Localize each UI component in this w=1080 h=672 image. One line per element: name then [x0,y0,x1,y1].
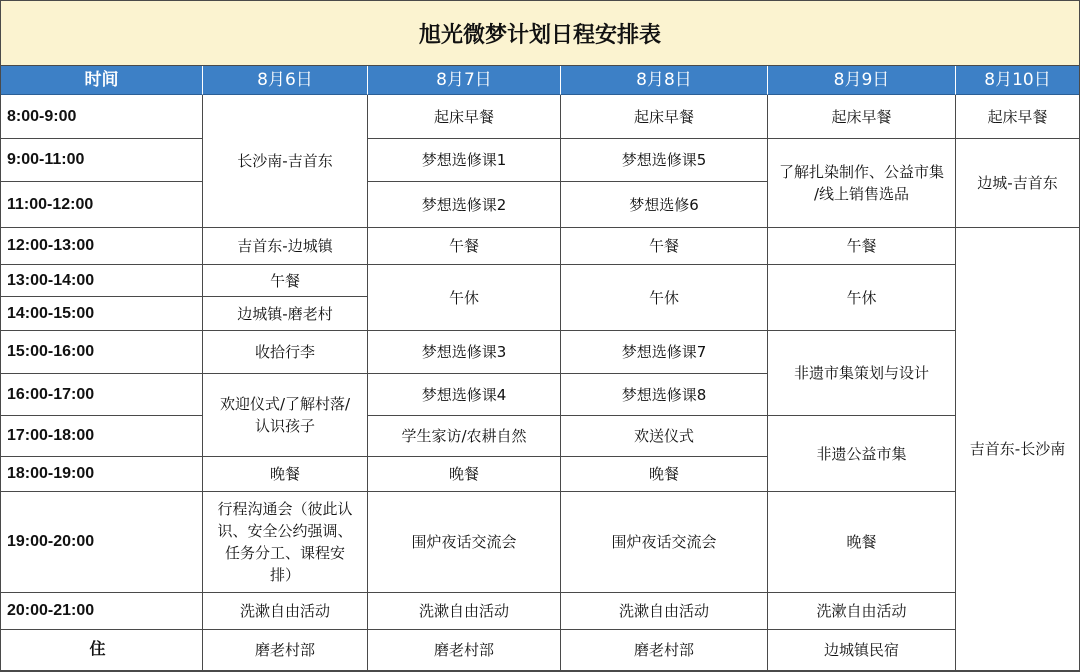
time-slot-label: 15:00-16:00 [1,331,203,374]
schedule-cell: 起床早餐 [561,95,768,139]
schedule-cell: 边城镇-磨老村 [203,297,368,331]
schedule-cell: 磨老村部 [203,630,368,671]
time-slot-label: 12:00-13:00 [1,228,203,265]
column-header-day: 8月9日 [768,66,956,95]
time-slot-label: 18:00-19:00 [1,457,203,492]
time-slot-label: 13:00-14:00 [1,265,203,297]
schedule-cell: 晚餐 [561,457,768,492]
schedule-cell: 午餐 [368,228,561,265]
schedule-cell: 围炉夜话交流会 [561,492,768,593]
schedule-cell: 梦想选修课8 [561,374,768,416]
schedule-cell: 洗漱自由活动 [561,593,768,630]
schedule-cell: 起床早餐 [956,95,1079,139]
schedule-cell: 梦想选修课5 [561,139,768,182]
schedule-cell: 梦想选修课1 [368,139,561,182]
schedule-cell: 长沙南-吉首东 [203,95,368,228]
schedule-cell: 了解扎染制作、公益市集 /线上销售选品 [768,139,956,228]
schedule-cell: 收拾行李 [203,331,368,374]
column-header-day: 8月8日 [561,66,768,95]
schedule-cell: 洗漱自由活动 [203,593,368,630]
column-header-day: 8月7日 [368,66,561,95]
schedule-cell: 午餐 [561,228,768,265]
schedule-cell: 欢迎仪式/了解村落/ 认识孩子 [203,374,368,457]
schedule-cell: 梦想选修课4 [368,374,561,416]
schedule-cell: 非遗公益市集 [768,416,956,492]
schedule-cell: 起床早餐 [368,95,561,139]
schedule-cell: 洗漱自由活动 [368,593,561,630]
schedule-cell: 梦想选修课2 [368,182,561,228]
schedule-cell: 起床早餐 [768,95,956,139]
schedule-cell: 晚餐 [203,457,368,492]
schedule-cell: 洗漱自由活动 [768,593,956,630]
column-header-day: 8月6日 [203,66,368,95]
schedule-cell: 晚餐 [768,492,956,593]
schedule-cell: 边城镇民宿 [768,630,956,671]
schedule-cell: 梦想选修6 [561,182,768,228]
schedule-cell: 行程沟通会（彼此认 识、安全公约强调、 任务分工、课程安 排） [203,492,368,593]
schedule-cell: 边城-吉首东 [956,139,1079,228]
schedule-cell: 午餐 [768,228,956,265]
schedule-cell: 非遗市集策划与设计 [768,331,956,416]
schedule-cell: 欢送仪式 [561,416,768,457]
schedule-cell: 磨老村部 [561,630,768,671]
schedule-cell: 午休 [768,265,956,331]
time-slot-label: 16:00-17:00 [1,374,203,416]
page-title: 旭光微梦计划日程安排表 [1,1,1079,66]
schedule-cell: 吉首东-长沙南 [956,228,1079,671]
time-slot-label: 9:00-11:00 [1,139,203,182]
schedule-cell: 学生家访/农耕自然 [368,416,561,457]
row-label-lodging: 住 [1,630,203,671]
schedule-cell: 午休 [368,265,561,331]
schedule-cell: 午休 [561,265,768,331]
schedule-cell: 梦想选修课7 [561,331,768,374]
schedule-cell: 磨老村部 [368,630,561,671]
time-slot-label: 14:00-15:00 [1,297,203,331]
column-header-day: 8月10日 [956,66,1079,95]
schedule-cell: 围炉夜话交流会 [368,492,561,593]
time-slot-label: 20:00-21:00 [1,593,203,630]
schedule-cell: 晚餐 [368,457,561,492]
time-slot-label: 17:00-18:00 [1,416,203,457]
time-slot-label: 8:00-9:00 [1,95,203,139]
schedule-cell: 午餐 [203,265,368,297]
time-slot-label: 11:00-12:00 [1,182,203,228]
schedule-cell: 梦想选修课3 [368,331,561,374]
time-slot-label: 19:00-20:00 [1,492,203,593]
column-header-time: 时间 [1,66,203,95]
schedule-cell: 吉首东-边城镇 [203,228,368,265]
